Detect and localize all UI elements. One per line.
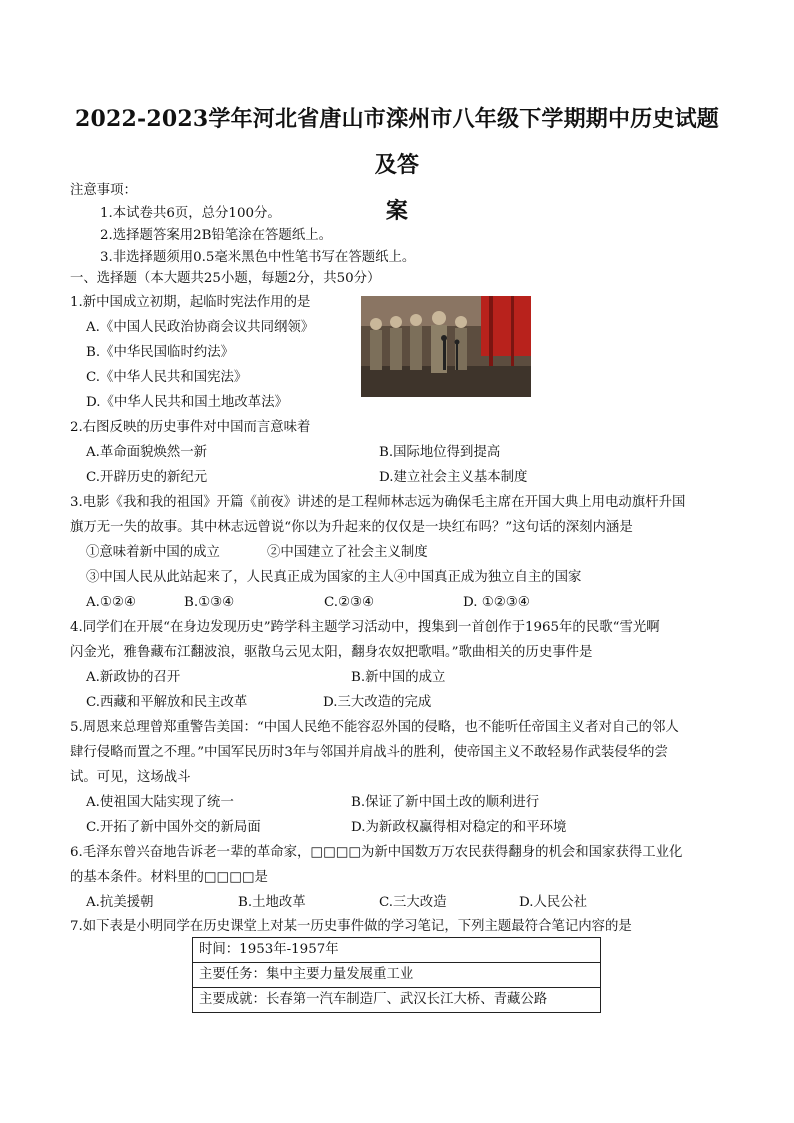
- option: A.革命面貌焕然一新: [86, 445, 208, 460]
- statement: ①意味着新中国的成立: [86, 545, 220, 560]
- option: C.三大改造: [379, 895, 447, 910]
- question-stem: 3.电影《我和我的祖国》开篇《前夜》讲述的是工程师林志远为确保毛主席在开国大典上用电动旗杆升国: [70, 495, 686, 510]
- question-stem: 2.右图反映的历史事件对中国而言意味着: [70, 420, 311, 435]
- table-row: [193, 938, 601, 963]
- table-cell: 时间：1953年-1957年: [193, 938, 601, 963]
- option: C.开拓了新中国外交的新局面: [86, 820, 261, 835]
- option: D.三大改造的完成: [323, 695, 432, 710]
- question-stem: 的基本条件。材料里的□□□□是: [70, 870, 268, 885]
- question-stem: 7.如下表是小明同学在历史课堂上对某一历史事件做的学习笔记，下列主题最符合笔记内容的是: [70, 919, 632, 934]
- study-notes-table: [192, 937, 601, 1013]
- ceremony-photo-illustration: [361, 296, 531, 397]
- question-stem: 试。可见，这场战斗: [70, 770, 191, 785]
- option: B.①③④: [184, 595, 235, 610]
- option: D.人民公社: [519, 895, 588, 910]
- title-line-2: 案: [385, 198, 409, 224]
- option: A.①②④: [86, 595, 136, 610]
- option: A.新政协的召开: [86, 670, 181, 685]
- question-stem: 肆行侵略而置之不理。”中国军民历时3年与邻国并肩战斗的胜利，使帝国主义不敢轻易作武装侵华的尝: [70, 745, 668, 760]
- option: D.《中华人民共和国土地改革法》: [86, 395, 288, 410]
- option: A.使祖国大陆实现了统一: [86, 795, 234, 810]
- option: B.国际地位得到提高: [379, 445, 501, 460]
- option: D.为新政权赢得相对稳定的和平环境: [351, 820, 567, 835]
- table-cell: 主要成就：长春第一汽车制造厂、武汉长江大桥、青藏公路: [193, 988, 601, 1013]
- statement: ②中国建立了社会主义制度: [267, 545, 428, 560]
- question-stem: 6.毛泽东曾兴奋地告诉老一辈的革命家，□□□□为新中国数万万农民获得翻身的机会和国家获得工业化: [70, 845, 683, 860]
- option: C.《中华人民共和国宪法》: [86, 370, 248, 385]
- title-line-1: 2022-2023学年河北省唐山市滦州市八年级下学期期中历史试题及答: [75, 106, 719, 178]
- table-cell: 主要任务：集中主要力量发展重工业: [193, 963, 601, 988]
- option: C.②③④: [324, 595, 375, 610]
- option: D. ①②③④: [463, 595, 530, 610]
- option: D.建立社会主义基本制度: [379, 470, 528, 485]
- question-stem: 4.同学们在开展“在身边发现历史”跨学科主题学习活动中，搜集到一首创作于1965年的民歌“雪光啊: [70, 620, 660, 635]
- table-row: [193, 963, 601, 988]
- notice-item: 1.本试卷共6页，总分100分。: [100, 206, 281, 221]
- notice-heading: 注意事项：: [70, 183, 137, 198]
- section-heading: 一、选择题（本大题共25小题，每题2分，共50分）: [70, 271, 381, 286]
- question-stem: 5.周恩来总理曾郑重警告美国：“中国人民绝不能容忍外国的侵略，也不能听任帝国主义者对自己的邻人: [70, 720, 679, 735]
- option: B.土地改革: [238, 895, 306, 910]
- ceremony-photo: [361, 296, 531, 397]
- question-stem: 旗万无一失的故事。其中林志远曾说“你以为升起来的仅仅是一块红布吗？”这句话的深刻内涵是: [70, 520, 633, 535]
- option: B.新中国的成立: [351, 670, 446, 685]
- option: C.开辟历史的新纪元: [86, 470, 208, 485]
- table-row: [193, 988, 601, 1013]
- question-stem: 闪金光，雅鲁藏布江翻波浪，驱散乌云见太阳，翻身农奴把歌唱。”歌曲相关的历史事件是: [70, 645, 593, 660]
- option: B.保证了新中国土改的顺利进行: [351, 795, 540, 810]
- question-stem: 1.新中国成立初期，起临时宪法作用的是: [70, 295, 311, 310]
- statement: ③中国人民从此站起来了，人民真正成为国家的主人④中国真正成为独立自主的国家: [86, 570, 582, 585]
- option: C.西藏和平解放和民主改革: [86, 695, 248, 710]
- notice-item: 3.非选择题须用0.5毫米黑色中性笔书写在答题纸上。: [100, 250, 416, 265]
- notice-item: 2.选择题答案用2B铅笔涂在答题纸上。: [100, 228, 332, 243]
- option: A.《中国人民政治协商会议共同纲领》: [86, 320, 315, 335]
- option: A.抗美援朝: [86, 895, 154, 910]
- option: B.《中华民国临时约法》: [86, 345, 235, 360]
